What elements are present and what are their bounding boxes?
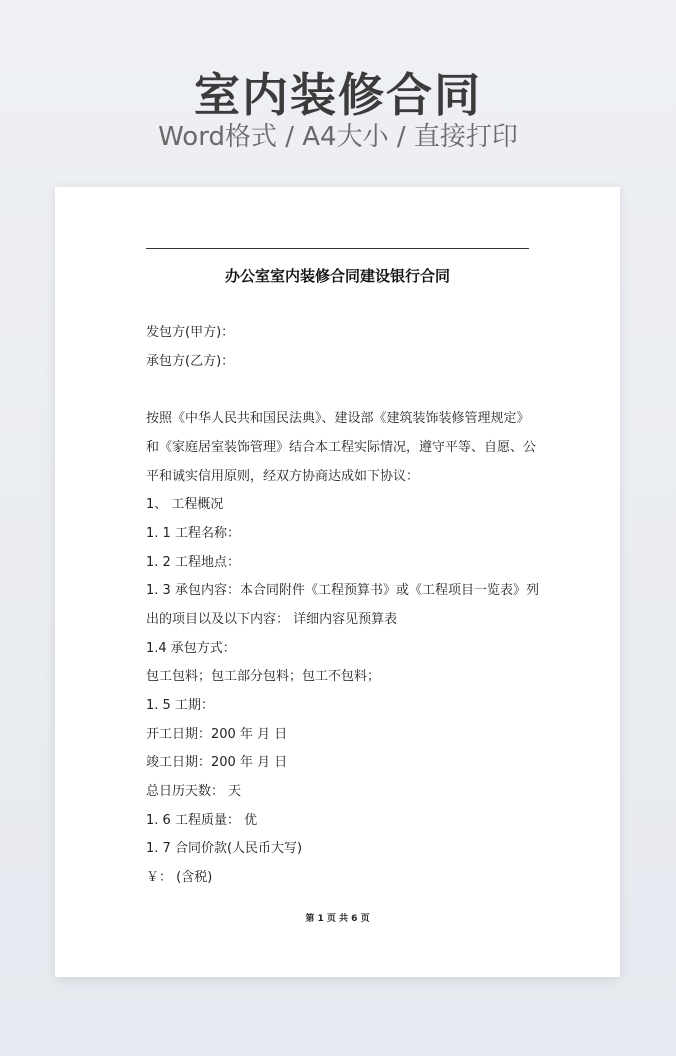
- party-a-line: 发包方(甲方)：: [146, 325, 235, 340]
- clause-line: 1. 1 工程名称：: [146, 526, 240, 541]
- clause-line: ￥： (含税): [146, 870, 213, 885]
- party-b-line: 承包方(乙方)：: [146, 354, 235, 369]
- clause-line: 1. 2 工程地点：: [146, 555, 240, 570]
- page-subtitle: Word格式 / A4大小 / 直接打印: [158, 122, 518, 152]
- paragraph-line: 平和诚实信用原则，经双方协商达成如下协议：: [146, 469, 420, 484]
- document-page: [55, 187, 620, 977]
- paragraph-line: 和《家庭居室装饰管理》结合本工程实际情况，遵守平等、自愿、公: [146, 440, 537, 455]
- header-rule: [146, 248, 529, 249]
- clause-line: 包工包料；包工部分包料；包工不包料；: [146, 669, 381, 684]
- section-heading: 1、 工程概况: [146, 497, 224, 512]
- clause-line: 1. 6 工程质量： 优: [146, 813, 258, 828]
- page-title: 室内装修合同: [194, 68, 482, 122]
- clause-line: 1. 3 承包内容：本合同附件《工程预算书》或《工程项目一览表》列: [146, 583, 539, 598]
- paragraph-line: 按照《中华人民共和国民法典》、建设部《建筑装饰装修管理规定》: [146, 411, 530, 426]
- clause-line: 总日历天数： 天: [146, 784, 242, 799]
- clause-line: 1. 7 合同价款(人民币大写): [146, 841, 303, 856]
- page-number: 第 1 页 共 6 页: [305, 914, 370, 924]
- clause-line: 1. 5 工期：: [146, 698, 214, 713]
- document-title: 办公室室内装修合同建设银行合同: [224, 267, 450, 285]
- clause-line: 竣工日期：200 年 月 日: [146, 755, 288, 770]
- clause-line: 出的项目以及以下内容： 详细内容见预算表: [146, 612, 398, 627]
- clause-line: 开工日期：200 年 月 日: [146, 727, 288, 742]
- clause-line: 1.4 承包方式：: [146, 641, 236, 656]
